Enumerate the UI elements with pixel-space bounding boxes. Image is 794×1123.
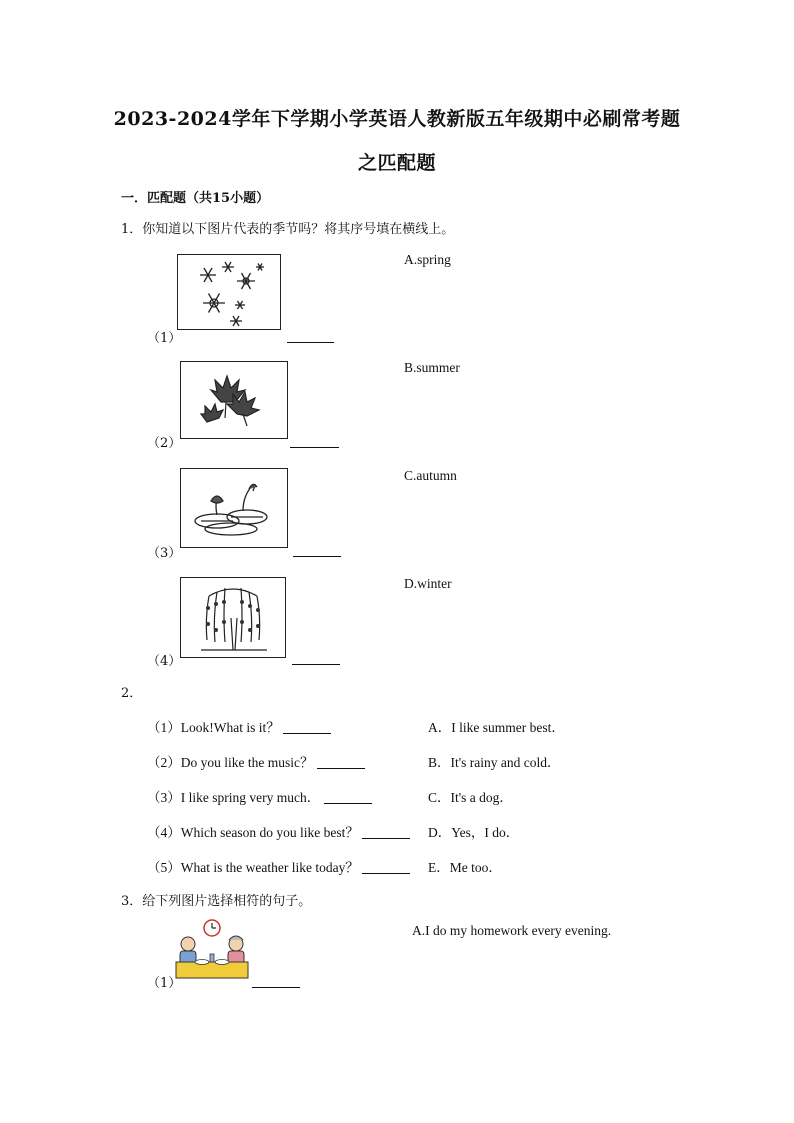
q2-answer-blank-2[interactable]: [317, 754, 365, 769]
page-subtitle: 之匹配题: [357, 152, 436, 174]
maple-leaves-icon: [180, 361, 288, 439]
question-3-stem: 3．给下列图片选择相符的句子。: [121, 894, 312, 909]
q2-left-1: （1）Look!What is it？: [147, 716, 331, 736]
q2-right-d: D．Yes，I do．: [428, 825, 520, 840]
q1-item-2-answer-blank[interactable]: [290, 433, 339, 448]
page-title: 2023-2024学年下学期小学英语人教新版五年级期中必刷常考题: [113, 108, 681, 130]
q2-right-a: A．I like summer best．: [428, 720, 565, 735]
q2-answer-blank-3[interactable]: [324, 789, 372, 804]
q1-option-a: A.spring: [404, 252, 451, 267]
q1-item-1-number: （1）: [147, 331, 182, 346]
question-1-stem: 1．你知道以下图片代表的季节吗？将其序号填在横线上。: [121, 222, 455, 237]
q2-answer-blank-4[interactable]: [362, 824, 410, 839]
q2-answer-blank-1[interactable]: [283, 719, 331, 734]
q2-left-5: （5）What is the weather like today？: [147, 856, 410, 876]
q3-option-a: A.I do my homework every evening.: [412, 923, 612, 938]
q3-item-1-number: （1）: [147, 976, 182, 991]
lotus-icon: [180, 468, 288, 548]
q2-left-4: （4）Which season do you like best？: [147, 821, 410, 841]
q2-left-3: （3）I like spring very much．: [147, 786, 372, 806]
q2-right-c: C．It's a dog．: [428, 790, 513, 805]
q2-right-b: B．It's rainy and cold．: [428, 755, 561, 770]
q1-option-c: C.autumn: [404, 468, 457, 483]
q2-right-e: E．Me too．: [428, 860, 502, 875]
q1-item-3-number: （3）: [147, 546, 182, 561]
q1-item-4-answer-blank[interactable]: [292, 650, 340, 665]
q1-option-d: D.winter: [404, 576, 452, 591]
snowflakes-icon: [177, 254, 281, 330]
q3-item-1-answer-blank[interactable]: [252, 973, 300, 988]
q1-item-3-answer-blank[interactable]: [293, 542, 341, 557]
question-2-stem: 2．: [121, 686, 143, 701]
grandparents-dinner-icon: [172, 918, 252, 982]
q1-item-4-number: （4）: [147, 654, 182, 669]
q1-option-b: B.summer: [404, 360, 460, 375]
q1-item-2-number: （2）: [147, 436, 182, 451]
willow-tree-icon: [180, 577, 286, 658]
q2-answer-blank-5[interactable]: [362, 859, 410, 874]
q2-left-2: （2）Do you like the music？: [147, 751, 365, 771]
q1-item-1-answer-blank[interactable]: [287, 328, 334, 343]
section-heading: 一．匹配题（共15小题）: [121, 191, 270, 206]
